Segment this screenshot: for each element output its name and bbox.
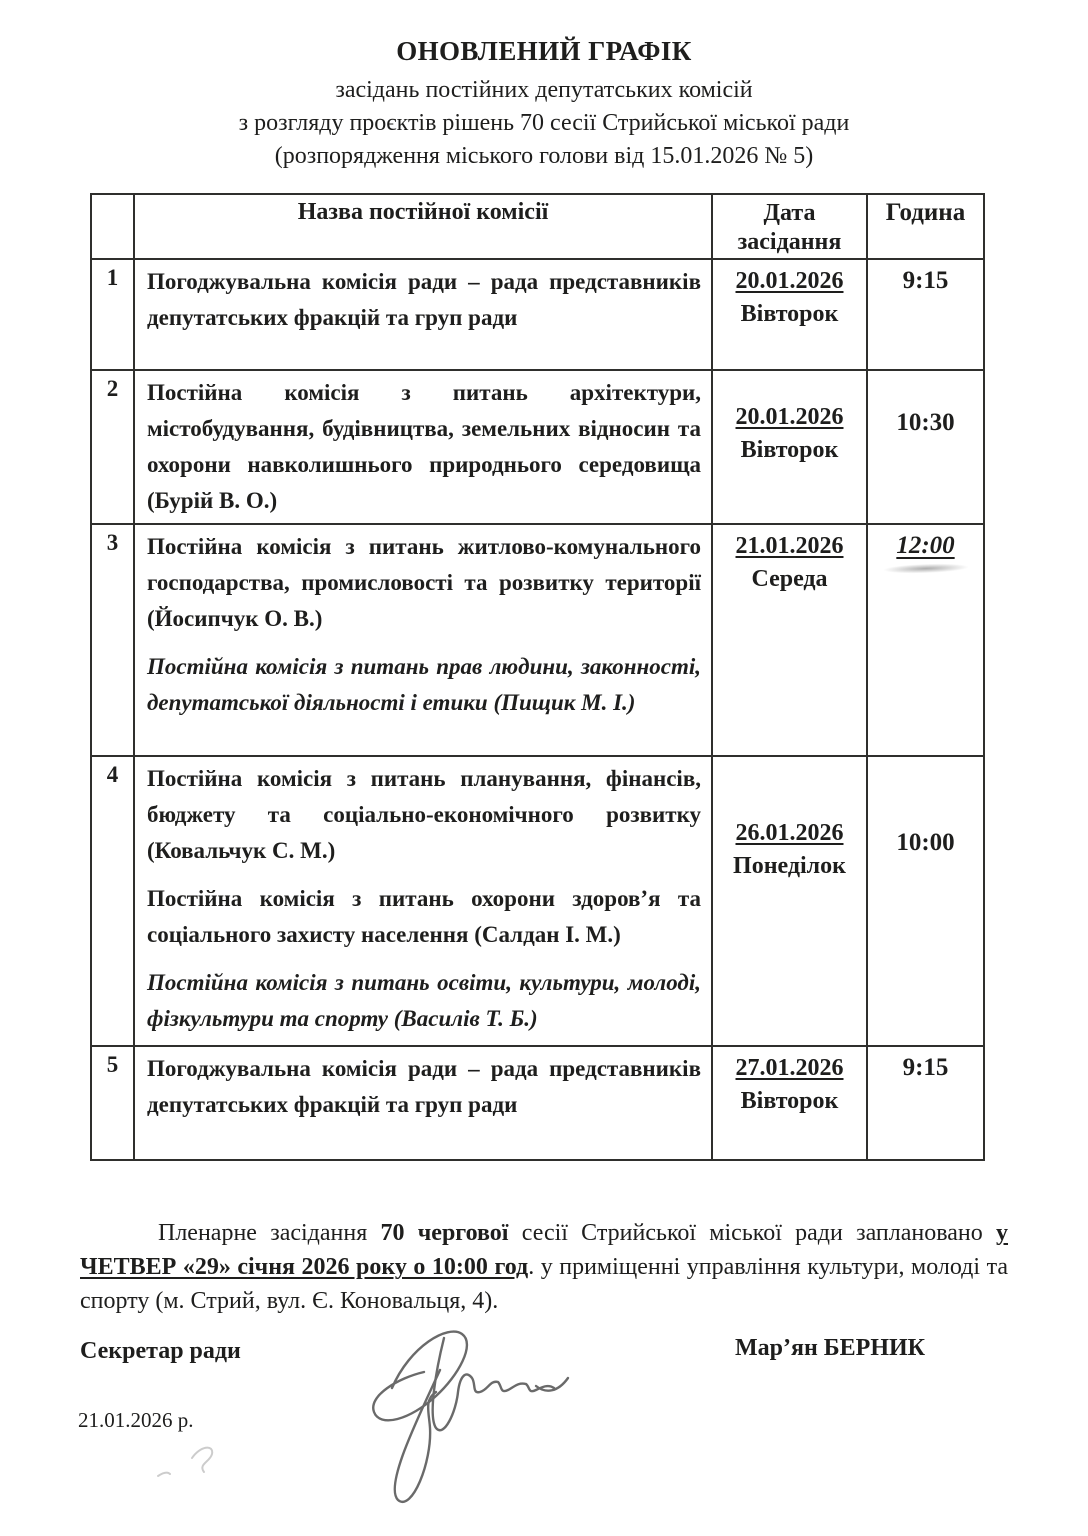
meeting-time: 9:15 (902, 267, 949, 294)
closing-text-segment: сесії Стрийської міської ради заплановано (508, 1220, 997, 1246)
time-cell (867, 524, 984, 756)
commission-paragraph: Погоджувальна комісія ради – рада представників депутатських фракцій та груп ради (147, 1056, 701, 1117)
signatory-name: Мар’ян БЕРНИК (735, 1335, 926, 1361)
meeting-date: 20.01.2026 (735, 404, 844, 430)
meeting-time: 10:00 (896, 829, 955, 856)
commission-paragraph: Постійна комісія з питань прав людини, законності, депутатської діяльності і етики (Пищик М. І.) (147, 654, 701, 715)
table-row (91, 524, 984, 756)
row-number: 1 (91, 259, 134, 370)
row-number: 3 (91, 524, 134, 756)
commission-name-cell (134, 1046, 712, 1160)
document-subtitle-2: з розгляду проєктів рішень 70 сесії Стрийської міської ради (238, 110, 850, 136)
table-row (91, 259, 984, 370)
table-row (91, 756, 984, 1046)
closing-text-segment: Пленарне засідання (158, 1220, 381, 1246)
header-row (91, 194, 984, 259)
meeting-date: 21.01.2026 (735, 533, 844, 559)
meeting-date: 27.01.2026 (735, 1055, 844, 1081)
commission-paragraph: Постійна комісія з питань освіти, культури, молоді, фізкультури та спорту (Василів Т. Б.) (147, 970, 701, 1031)
time-cell (867, 259, 984, 370)
date-cell (712, 524, 867, 756)
signature-image (340, 1300, 590, 1515)
signing-date: 21.01.2026 р. (78, 1408, 194, 1432)
time-cell (867, 756, 984, 1046)
schedule-table-head (91, 194, 984, 259)
meeting-weekday: Понеділок (733, 853, 846, 879)
meeting-weekday: Вівторок (740, 1088, 839, 1114)
meeting-time: 10:30 (896, 409, 955, 436)
commission-name-cell (134, 524, 712, 756)
commission-paragraph: Постійна комісія з питань житлово-комунального господарства, промисловості та розвитку території (Йосипчук О. В.) (147, 534, 701, 631)
commission-paragraph: Постійна комісія з питань архітектури, містобудування, будівництва, земельних відносин та охорони навколишнього природнього середовища (Бурій В. О.) (147, 380, 701, 513)
document-subtitle-1: засідань постійних депутатських комісій (335, 77, 753, 103)
commission-name-cell (134, 259, 712, 370)
header-commission-name: Назва постійної комісії (134, 194, 712, 259)
commission-paragraph: Постійна комісія з питань охорони здоров’я та соціального захисту населення (Салдан І. М.) (147, 886, 701, 947)
closing-text-segment: у ЧЕТВЕР «29» січня 2026 року о 10:00 год (80, 1220, 1009, 1280)
commission-paragraph: Погоджувальна комісія ради – рада представників депутатських фракцій та груп ради (147, 269, 701, 330)
header-meeting-date: Дата засідання (712, 194, 867, 259)
row-number: 4 (91, 756, 134, 1046)
table-row (91, 370, 984, 524)
meeting-weekday: Вівторок (740, 301, 839, 327)
document-subtitle-3: (розпорядження міського голови від 15.01.2026 № 5) (274, 143, 814, 169)
date-cell (712, 756, 867, 1046)
pencil-mark (140, 1430, 250, 1500)
date-cell (712, 259, 867, 370)
time-cell (867, 1046, 984, 1160)
meeting-date: 26.01.2026 (735, 820, 844, 846)
commission-name-cell (134, 756, 712, 1046)
document-header (0, 36, 1088, 173)
closing-text-segment: 70 чергової (380, 1220, 509, 1246)
closing-text-segment: . у приміщенні управління культури, молоді та спорту (м. Стрий, вул. Є. Коновальця, 4). (80, 1254, 1008, 1314)
header-meeting-time: Година (867, 194, 984, 259)
table-row (91, 1046, 984, 1160)
commission-paragraph: Постійна комісія з питань планування, фінансів, бюджету та соціально-економічного розвитку (Ковальчук С. М.) (147, 766, 701, 863)
document-title: ОНОВЛЕНИЙ ГРАФІК (396, 36, 692, 66)
schedule-table-body (91, 259, 984, 1160)
meeting-weekday: Середа (751, 566, 828, 592)
meeting-date: 20.01.2026 (735, 268, 844, 294)
meeting-time: 12:00 (896, 532, 955, 559)
date-cell (712, 370, 867, 524)
row-number: 2 (91, 370, 134, 524)
commission-name-cell (134, 370, 712, 524)
row-number: 5 (91, 1046, 134, 1160)
date-cell (712, 1046, 867, 1160)
meeting-time: 9:15 (902, 1054, 949, 1081)
schedule-table (90, 193, 985, 1161)
signatory-role: Секретар ради (80, 1338, 241, 1364)
time-cell (867, 370, 984, 524)
header-number-cell (91, 194, 134, 259)
meeting-weekday: Вівторок (740, 437, 839, 463)
